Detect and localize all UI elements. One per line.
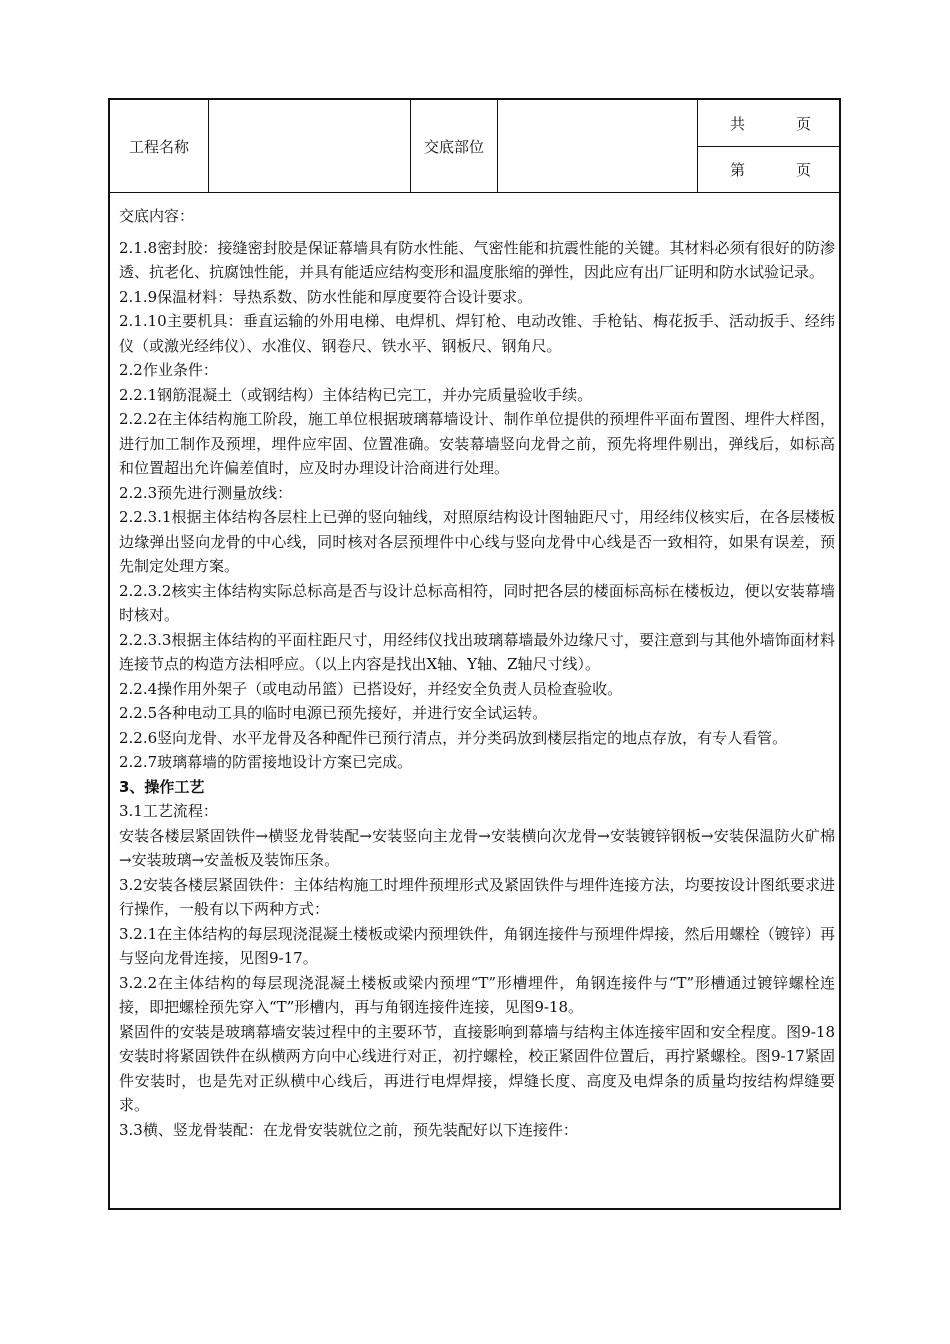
paragraph: 2.2.5各种电动工具的临时电源已预先接好，并进行安全试运转。 [119,704,548,722]
paragraph: 3.2安装各楼层紧固铁件：主体结构施工时埋件预埋形式及紧固铁件与埋件连接方法，均要按设计图纸要求进行操作，一般有以下两种方式： [119,875,835,918]
paragraph: 2.2.3.2核实主体结构实际总标高是否与设计总标高相符，同时把各层的楼面标高标在楼板边，便以安装幕墙时核对。 [119,581,835,624]
form-header [110,100,839,193]
paragraph: 2.2.4操作用外架子（或电动吊篮）已搭设好，并经安全负责人员检查验收。 [119,679,623,698]
paragraph: 紧固件的安装是玻璃幕墙安装过程中的主要环节，直接影响到幕墙与结构主体连接牢固和安全程度。图9-18安装时将紧固铁件在纵横两方向中心线进行对正，初拧螺栓，校正紧固件位置后，再拧紧螺栓。图9-17紧固件安装时，也是先对正纵横中心线后，再进行电焊焊接，焊缝长度、高度及电焊条的质量均按结构焊缝要求。 [119,1022,835,1114]
section-title: 3、操作工艺 [119,777,205,796]
page-number: 第 页 [730,160,812,179]
paragraph: 2.1.8密封胶：接缝密封胶是保证幕墙具有防水性能、气密性能和抗震性能的关键。其材料必须有很好的防渗透、抗老化、抗腐蚀性能，并具有能适应结构变形和温度胀缩的弹性，因此应有出厂证明和防水试验记录。 [119,238,835,281]
location-label: 交底部位 [411,100,498,192]
paragraph: 2.2.6竖向龙骨、水平龙骨及各种配件已预行清点，并分类码放到楼层指定的地点存放，有专人看管。 [119,728,788,747]
total-pages: 共 页 [698,100,839,147]
paragraph: 2.2.3.3根据主体结构的平面柱距尺寸，用经纬仪找出玻璃幕墙最外边缘尺寸，要注意到与其他外墙饰面材料连接节点的构造方法相呼应。（以上内容是找出X轴、Y轴、Z轴尺寸线）。 [119,630,835,673]
project-name-label: 工程名称 [110,100,209,192]
paragraph: 3.1工艺流程： [119,802,218,820]
paragraph: 3.3横、竖龙骨装配：在龙骨安装就位之前，预先装配好以下连接件： [119,1120,578,1139]
disclosure-form [108,98,841,1210]
paragraph: 3.2.1在主体结构的每层现浇混凝土楼板或梁内预埋铁件，角钢连接件与预埋件焊接，然后用螺栓（镀锌）再与竖向龙骨连接，见图9-17。 [119,924,835,967]
disclosure-content [119,204,835,1142]
paragraph: 2.1.10主要机具：垂直运输的外用电梯、电焊机、焊钉枪、电动改锥、手枪钻、梅花扳手、活动扳手、经纬仪（或激光经纬仪）、水准仪、钢卷尺、铁水平、钢板尺、钢角尺。 [119,312,835,355]
paragraph: 2.2.1钢筋混凝土（或钢结构）主体结构已完工，并办完质量验收手续。 [119,385,593,404]
project-name-value [209,100,411,192]
paragraph: 2.2.3.1根据主体结构各层柱上已弹的竖向轴线，对照原结构设计图轴距尺寸，用经纬仪核实后，在各层楼板边缘弹出竖向龙骨的中心线，同时核对各层预埋件中心线与竖向龙骨中心线是否一致相符，如果有误差，预先制定处理方案。 [119,508,835,575]
paragraph: 2.2.2在主体结构施工阶段，施工单位根据玻璃幕墙设计、制作单位提供的预埋件平面布置图、埋件大样图，进行加工制作及预埋，埋件应牢固、位置准确。安装幕墙竖向龙骨之前，预先将埋件剔出，弹线后，如标高和位置超出允许偏差值时，应及时办理设计洽商进行处理。 [119,410,835,477]
paragraph: 2.2.7玻璃幕墙的防雷接地设计方案已完成。 [119,753,413,771]
paragraph: 2.1.9保温材料：导热系数、防水性能和厚度要符合设计要求。 [119,287,533,306]
paragraph: 安装各楼层紧固铁件→横竖龙骨装配→安装竖向主龙骨→安装横向次龙骨→安装镀锌钢板→安装保温防火矿棉→安装玻璃→安盖板及装饰压条。 [119,826,835,869]
paragraph: 2.2.3预先进行测量放线： [119,483,293,502]
location-value [498,100,698,192]
content-label: 交底内容： [119,207,195,225]
paragraph: 3.2.2在主体结构的每层现浇混凝土楼板或梁内预埋“T”形槽埋件，角钢连接件与“T”形槽通过镀锌螺栓连接，即把螺栓预先穿入“T”形槽内，再与角钢连接件连接，见图9-18。 [119,973,835,1016]
paragraph: 2.2作业条件： [119,361,218,379]
